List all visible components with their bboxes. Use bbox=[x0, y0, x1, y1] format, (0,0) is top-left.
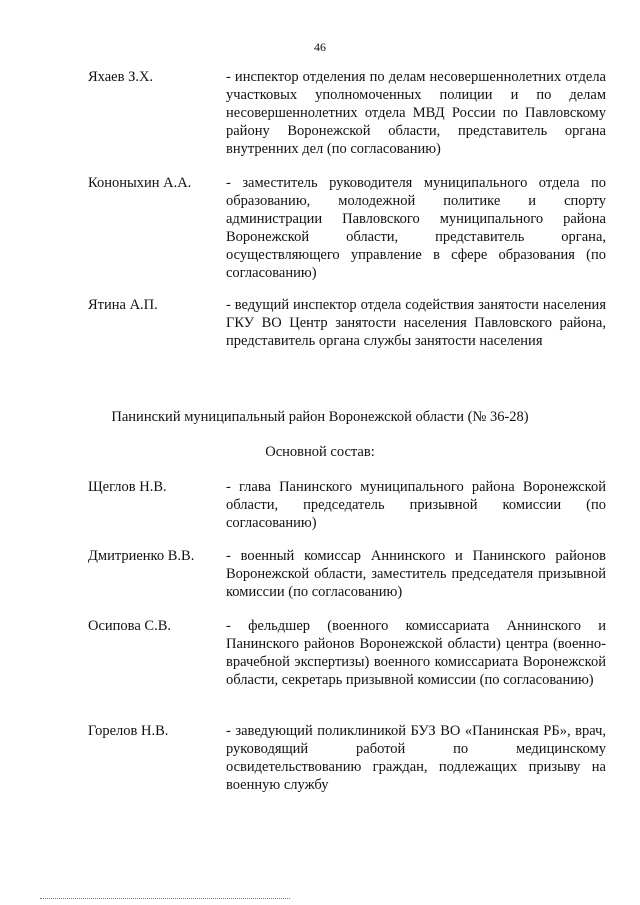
member-entry bbox=[88, 174, 608, 282]
district-heading: Панинский муниципальный район Воронежской области (№ 36-28) bbox=[111, 409, 529, 425]
member-role: - инспектор отделения по делам несовершеннолетних отдела участковых уполномоченных полиции и по делам несовершеннолетних отдела МВД России по Павловскому району Воронежской области, представитель органа внутренних дел (по согласованию) bbox=[226, 69, 606, 157]
member-name: Ятина А.П. bbox=[88, 297, 158, 313]
footer-divider bbox=[40, 898, 290, 899]
member-name: Яхаев З.Х. bbox=[88, 69, 154, 85]
member-role: - заместитель руководителя муниципального отдела по образованию, молодежной политике и спорту администрации Павловского муниципального района Воронежской области, представитель органа, осуществляющего управление в сфере образования (по согласованию) bbox=[226, 175, 606, 281]
member-role: - военный комиссар Аннинского и Панинского районов Воронежской области, заместитель председателя призывной комиссии (по согласованию) bbox=[226, 548, 606, 600]
member-role: - заведующий поликлиникой БУЗ ВО «Панинская РБ», врач, руководящий работой по медицинскому освидетельствованию граждан, подлежащих призыву на военную службу bbox=[226, 723, 606, 793]
page-number: 46 bbox=[314, 40, 326, 54]
member-name: Кононыхин А.А. bbox=[88, 175, 192, 191]
member-name: Дмитриенко В.В. bbox=[88, 548, 195, 564]
member-name: Горелов Н.В. bbox=[88, 723, 169, 739]
member-name: Осипова С.В. bbox=[88, 618, 171, 634]
member-name: Щеглов Н.В. bbox=[88, 479, 167, 495]
member-entry bbox=[88, 68, 608, 158]
member-entry bbox=[88, 478, 608, 532]
member-role: - фельдшер (военного комиссариата Аннинского и Панинского районов Воронежской области) центра (военно-врачебной экспертизы) военного комиссариата Воронежской области, секретарь призывной комиссии (по согласованию) bbox=[226, 618, 606, 688]
composition-heading: Основной состав: bbox=[265, 444, 375, 460]
member-role: - глава Панинского муниципального района Воронежской области, председатель призывной комиссии (по согласованию) bbox=[226, 479, 606, 531]
member-role: - ведущий инспектор отдела содействия занятости населения ГКУ ВО Центр занятости населения Павловского района, представитель органа службы занятости населения bbox=[226, 297, 606, 349]
member-entry bbox=[88, 296, 608, 350]
member-entry bbox=[88, 547, 608, 601]
member-entry bbox=[88, 617, 608, 689]
member-entry bbox=[88, 722, 608, 794]
